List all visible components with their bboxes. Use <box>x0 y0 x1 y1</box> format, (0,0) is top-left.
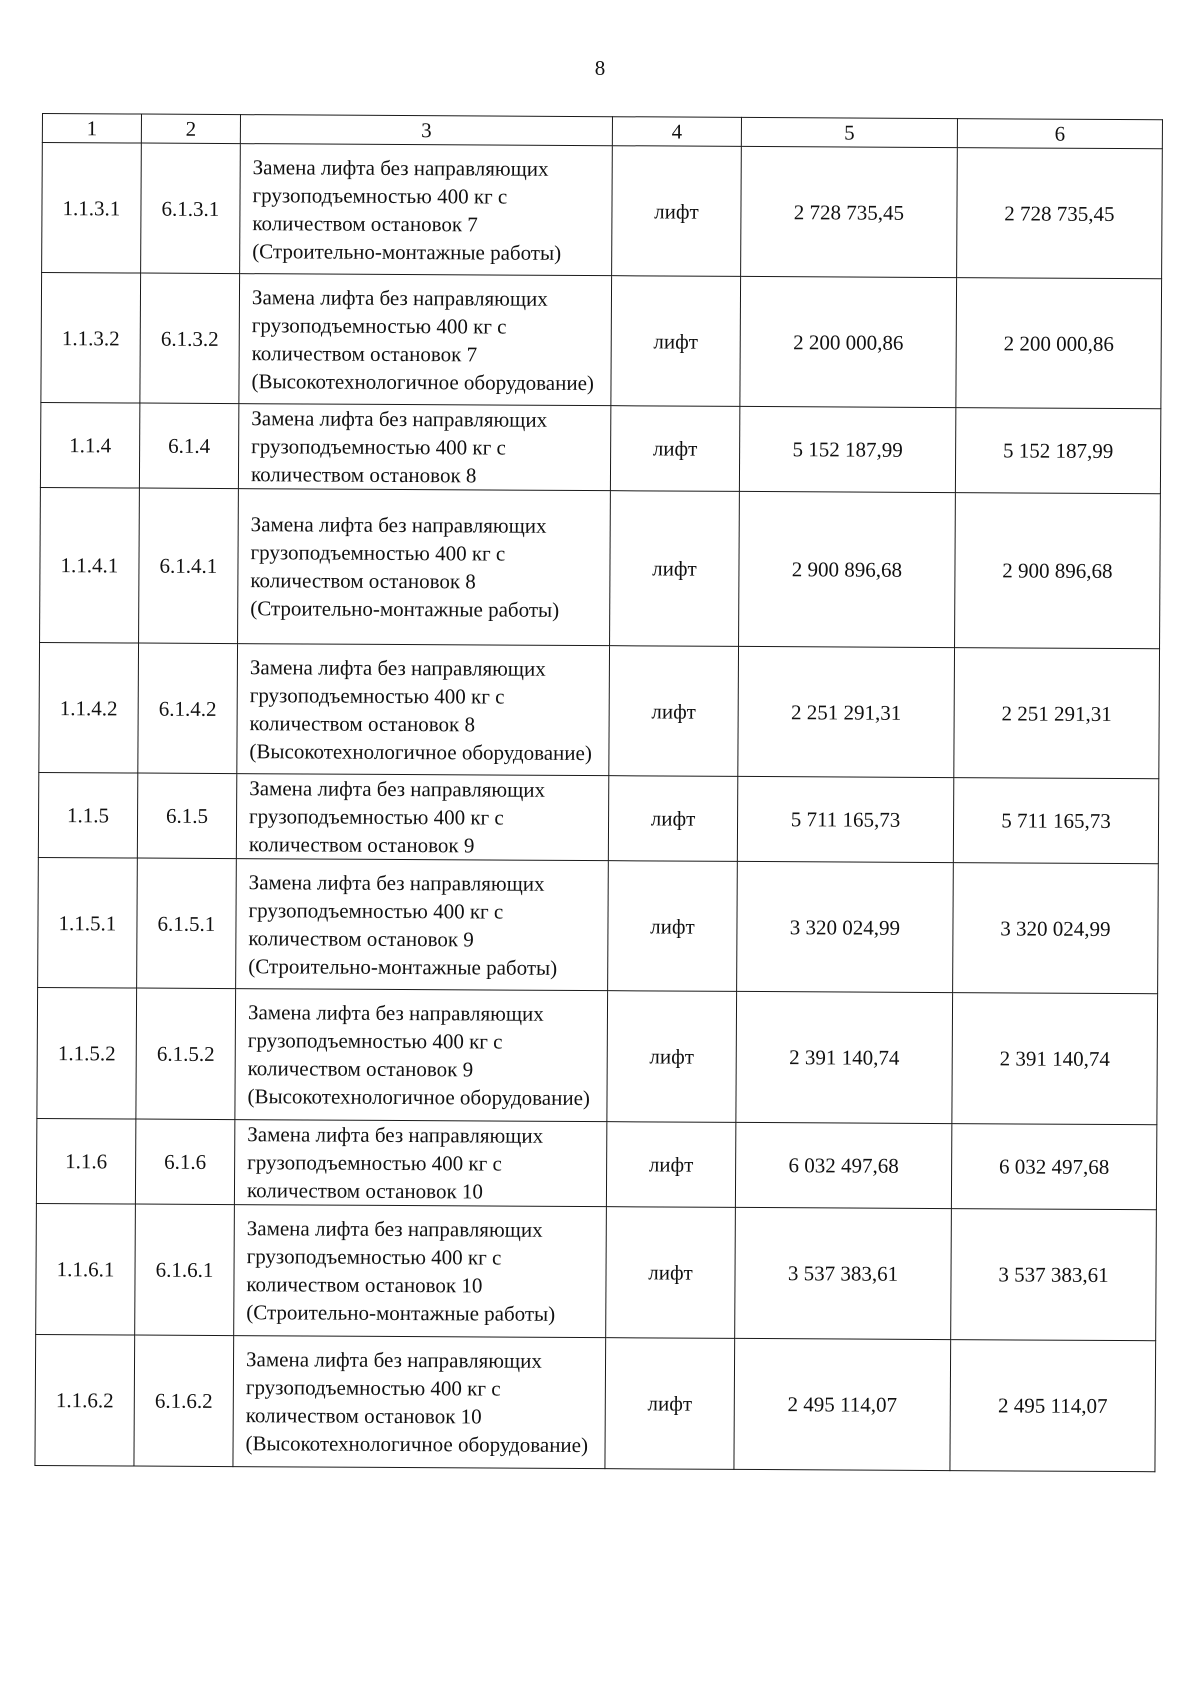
column-header: 2 <box>141 114 240 144</box>
total-cell: 6 032 497,68 <box>951 1124 1156 1210</box>
table-row <box>36 1203 1157 1340</box>
column-header: 6 <box>957 119 1162 149</box>
description-cell: Замена лифта без направляющих грузоподъемностью 400 кг с количеством остановок 10 (Строительно-монтажные работы) <box>234 1205 607 1338</box>
description-cell: Замена лифта без направляющих грузоподъемностью 400 кг с количеством остановок 8 <box>238 404 610 491</box>
price-cell: 2 200 000,86 <box>740 276 957 407</box>
column-header: 3 <box>240 115 612 146</box>
table-row <box>35 1334 1156 1471</box>
total-cell: 2 728 735,45 <box>957 148 1163 279</box>
item-number-cell: 1.1.5 <box>38 772 137 858</box>
code-cell: 6.1.6 <box>135 1119 234 1205</box>
unit-cell: лифт <box>609 646 739 777</box>
total-cell: 3 320 024,99 <box>953 863 1159 994</box>
item-number-cell: 1.1.4.1 <box>40 487 140 643</box>
item-number-cell: 1.1.5.2 <box>37 987 137 1119</box>
total-cell: 2 495 114,07 <box>950 1340 1156 1472</box>
description-cell: Замена лифта без направляющих грузоподъемностью 400 кг с количеством остановок 7 (Строительно-монтажные работы) <box>240 144 613 276</box>
table-row <box>42 143 1163 279</box>
table-row <box>40 402 1160 493</box>
price-cell: 2 728 735,45 <box>741 146 958 277</box>
code-cell: 6.1.4.2 <box>138 643 238 774</box>
code-cell: 6.1.6.2 <box>134 1335 234 1467</box>
unit-cell: лифт <box>606 1207 736 1339</box>
table-row <box>39 642 1160 778</box>
table-row <box>38 772 1158 863</box>
unit-cell: лифт <box>610 491 740 647</box>
total-cell: 3 537 383,61 <box>951 1209 1157 1341</box>
code-cell: 6.1.5.1 <box>137 858 237 989</box>
item-number-cell: 1.1.5.1 <box>38 857 138 988</box>
unit-cell: лифт <box>610 406 739 492</box>
code-cell: 6.1.6.1 <box>135 1204 235 1336</box>
table-row <box>41 273 1162 409</box>
code-cell: 6.1.4 <box>139 403 238 489</box>
unit-cell: лифт <box>612 146 742 277</box>
price-cell: 3 320 024,99 <box>737 861 954 992</box>
total-cell: 2 391 140,74 <box>952 993 1158 1125</box>
item-number-cell: 1.1.4.2 <box>39 642 139 773</box>
description-cell: Замена лифта без направляющих грузоподъемностью 400 кг с количеством остановок 10 (Высокотехнологичное оборудование) <box>233 1336 606 1469</box>
price-cell: 2 391 140,74 <box>736 991 953 1123</box>
column-header: 4 <box>612 117 741 147</box>
unit-cell: лифт <box>606 1122 735 1208</box>
price-cell: 2 495 114,07 <box>734 1338 951 1470</box>
unit-cell: лифт <box>607 991 737 1123</box>
total-cell: 2 900 896,68 <box>955 493 1161 649</box>
unit-cell: лифт <box>608 776 737 862</box>
table-row <box>37 987 1158 1124</box>
table-row <box>38 857 1159 993</box>
item-number-cell: 1.1.3.2 <box>41 273 141 404</box>
description-cell: Замена лифта без направляющих грузоподъемностью 400 кг с количеством остановок 9 (Строительно-монтажные работы) <box>236 859 609 991</box>
total-cell: 5 711 165,73 <box>953 778 1158 864</box>
code-cell: 6.1.3.1 <box>141 143 241 274</box>
item-number-cell: 1.1.4 <box>40 402 139 488</box>
item-number-cell: 1.1.3.1 <box>42 143 142 274</box>
price-cell: 5 152 187,99 <box>739 406 955 492</box>
description-cell: Замена лифта без направляющих грузоподъемностью 400 кг с количеством остановок 7 (Высокотехнологичное оборудование) <box>239 274 612 406</box>
unit-cell: лифт <box>611 276 741 407</box>
total-cell: 2 251 291,31 <box>954 648 1160 779</box>
price-table <box>34 113 1163 1472</box>
total-cell: 5 152 187,99 <box>955 408 1160 494</box>
item-number-cell: 1.1.6 <box>36 1118 135 1204</box>
page-number: 8 <box>594 56 606 80</box>
price-cell: 2 251 291,31 <box>738 646 955 777</box>
description-cell: Замена лифта без направляющих грузоподъемностью 400 кг с количеством остановок 9 <box>236 774 608 861</box>
table-row <box>36 1118 1156 1209</box>
description-cell: Замена лифта без направляющих грузоподъемностью 400 кг с количеством остановок 8 (Высокотехнологичное оборудование) <box>237 644 610 776</box>
code-cell: 6.1.3.2 <box>140 273 240 404</box>
column-header: 5 <box>741 117 957 147</box>
price-cell: 3 537 383,61 <box>735 1207 952 1339</box>
description-cell: Замена лифта без направляющих грузоподъемностью 400 кг с количеством остановок 8 (Строительно-монтажные работы) <box>238 489 611 646</box>
code-cell: 6.1.5.2 <box>136 988 236 1120</box>
code-cell: 6.1.4.1 <box>139 488 239 644</box>
item-number-cell: 1.1.6.1 <box>36 1203 136 1335</box>
description-cell: Замена лифта без направляющих грузоподъемностью 400 кг с количеством остановок 9 (Высокотехнологичное оборудование) <box>235 989 608 1122</box>
item-number-cell: 1.1.6.2 <box>35 1334 135 1466</box>
price-cell: 5 711 165,73 <box>737 776 953 862</box>
price-cell: 2 900 896,68 <box>739 491 956 647</box>
code-cell: 6.1.5 <box>137 773 236 859</box>
column-header: 1 <box>42 114 141 144</box>
description-cell: Замена лифта без направляющих грузоподъемностью 400 кг с количеством остановок 10 <box>234 1120 606 1207</box>
price-cell: 6 032 497,68 <box>735 1122 951 1208</box>
unit-cell: лифт <box>605 1338 735 1470</box>
unit-cell: лифт <box>608 861 738 992</box>
total-cell: 2 200 000,86 <box>956 278 1162 409</box>
table-row <box>40 487 1161 648</box>
